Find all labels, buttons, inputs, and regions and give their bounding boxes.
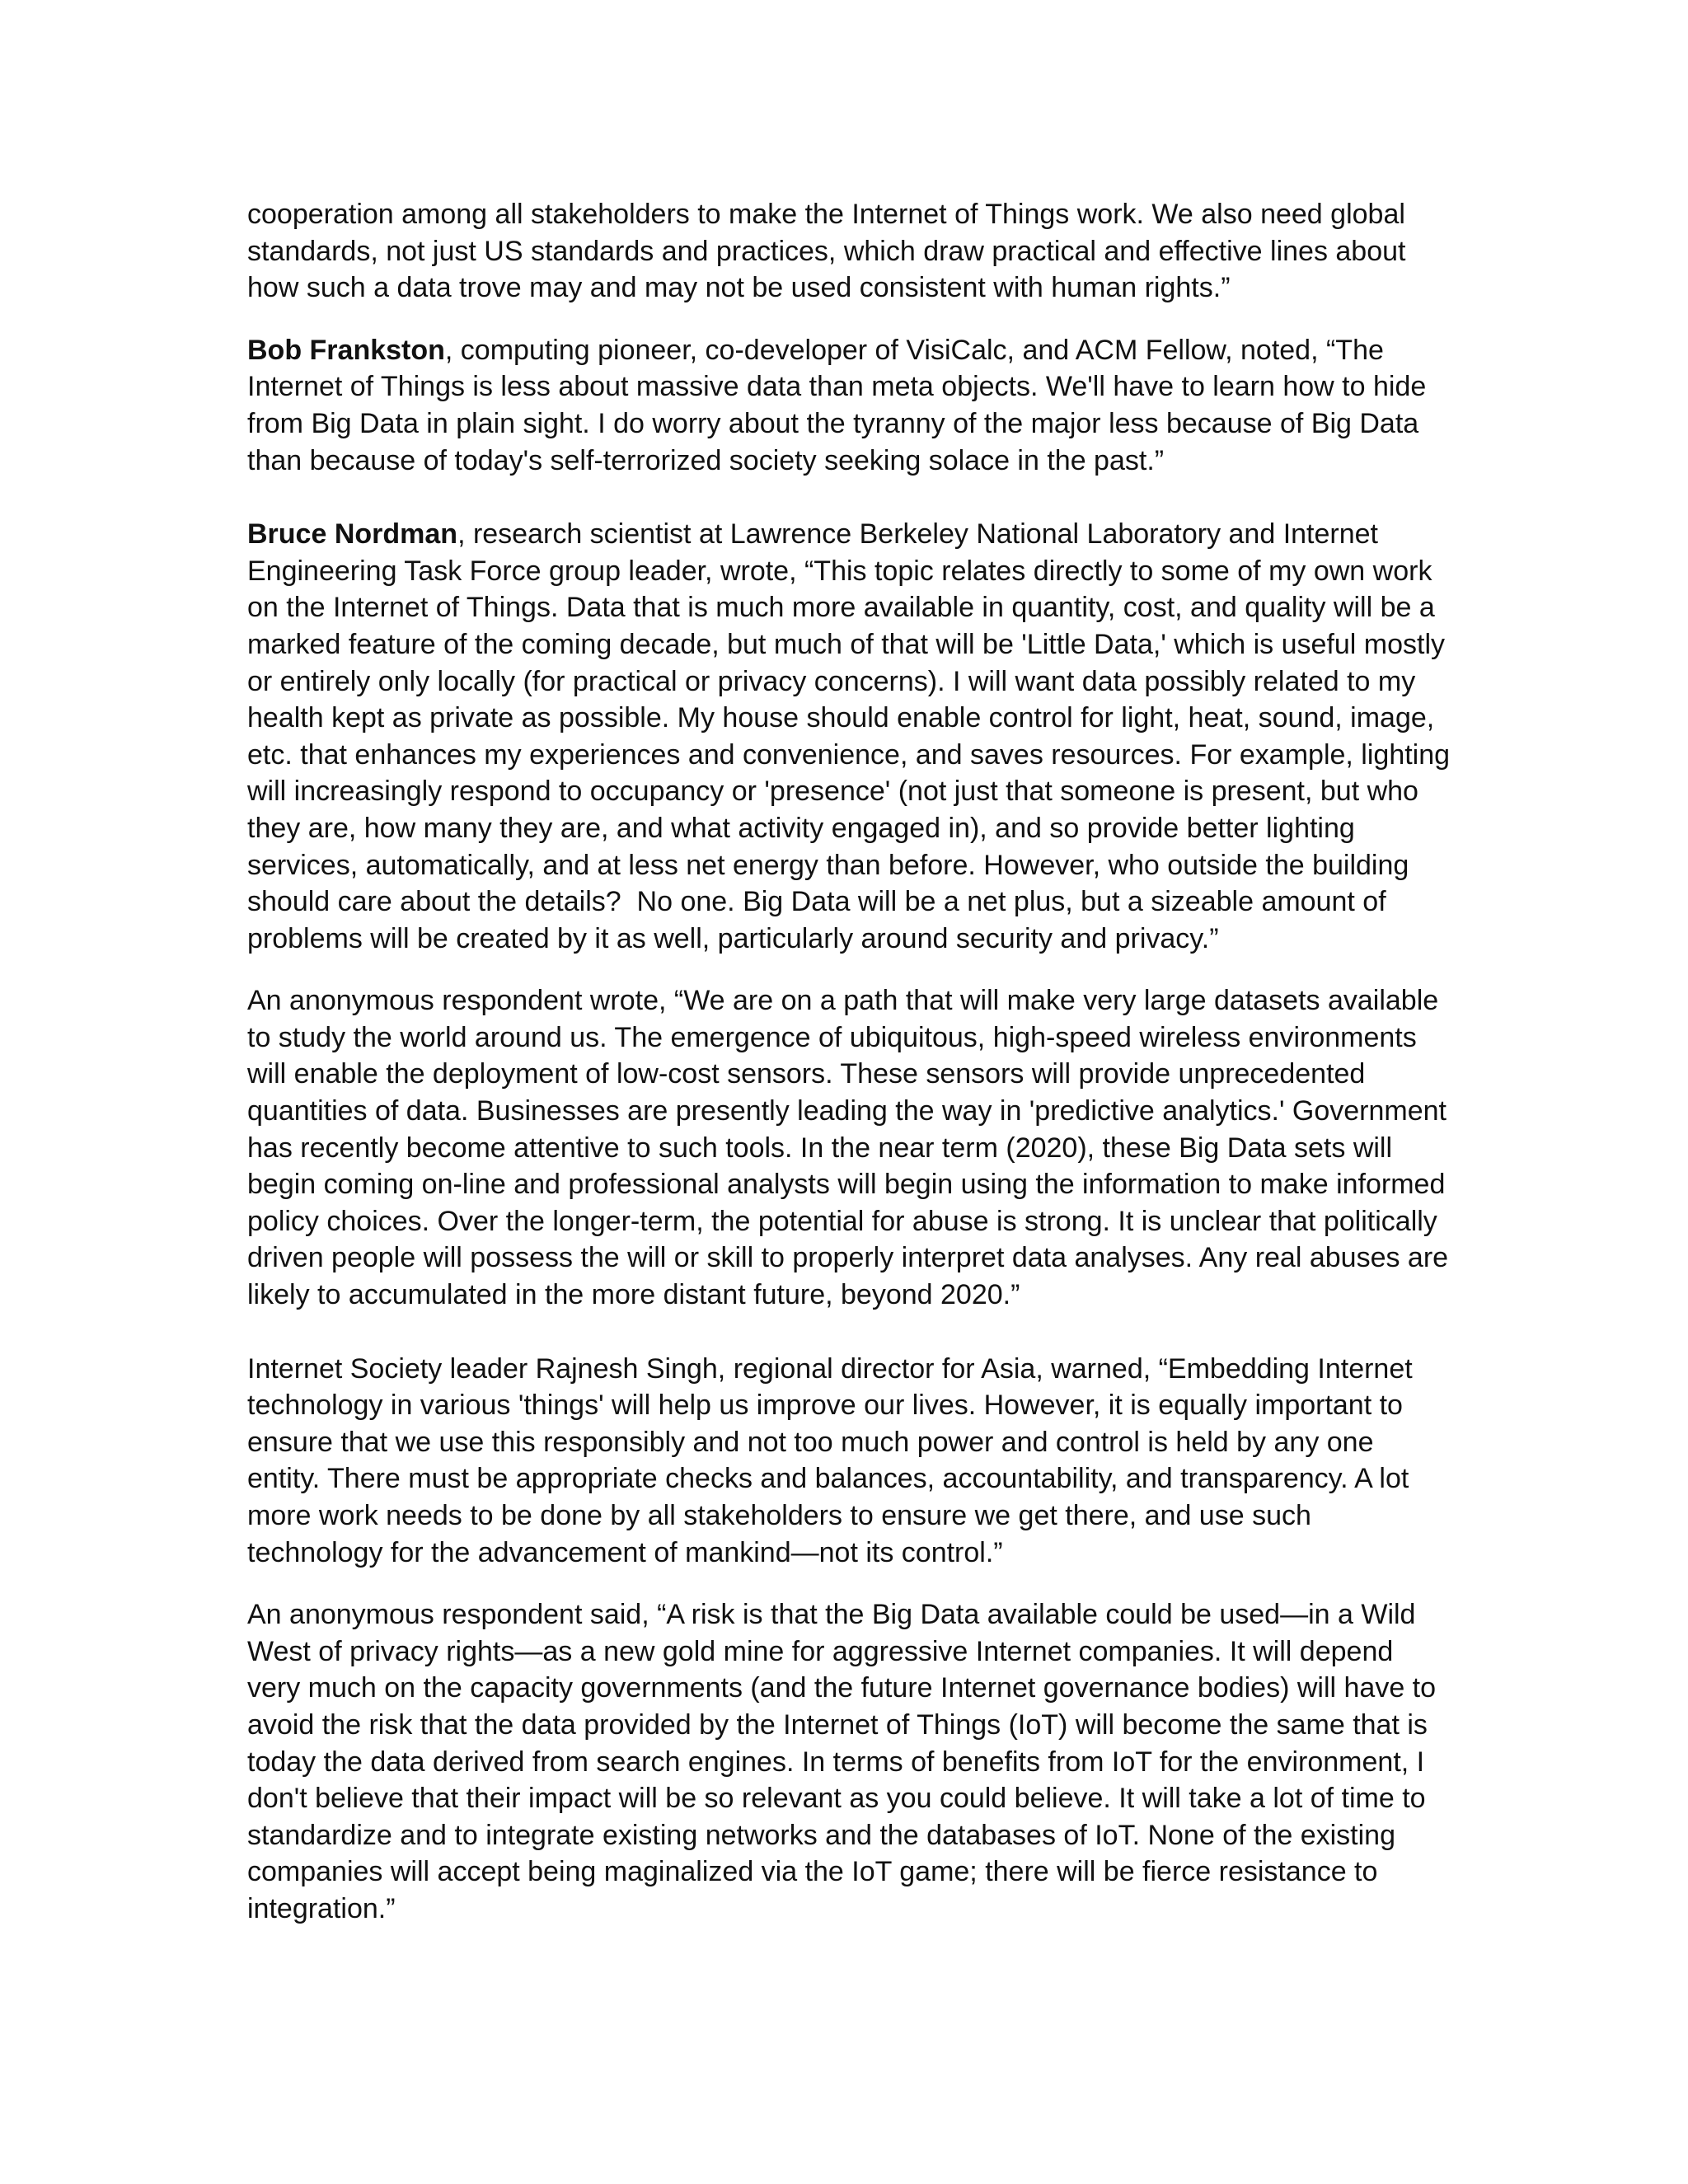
speaker-name: Bruce Nordman [247, 518, 458, 551]
paragraph-text: , computing pioneer, co-developer of VisiCalc, and ACM Fellow, noted, “The Internet of Things is less about massive data than meta objects. We'll have to learn how to hide from Big Data in plain sight. I do worry about the tyranny of the major less because of Big Data than because of today's self-terrorized society seeking solace in the past.” [247, 334, 1434, 476]
paragraph-bruce-nordman [247, 516, 1458, 957]
paragraph-gap [247, 1571, 1451, 1596]
paragraph-gap [247, 957, 1451, 982]
paragraph-gap [247, 307, 1451, 332]
paragraph-anonymous-datasets [247, 982, 1456, 1313]
paragraph-text: An anonymous respondent said, “A risk is that the Big Data available could be used—in a Wild West of privacy rights—as a new gold mine for aggressive Internet companies. It will depend very much on the capacity governments (and the future Internet governance bodies) will have to avoid the risk that the data provided by the Internet of Things (IoT) will become the same that is today the data derived from search engines. In terms of benefits from IoT for the environment, I don't believe that their impact will be so relevant as you could believe. It will take a lot of time to standardize and to integrate existing networks and the databases of IoT. None of the existing companies will accept being maginalized via the IoT game; there will be fierce resistance to integration.” [247, 1599, 1444, 1924]
paragraph-gap [247, 479, 1451, 516]
speaker-name: Bob Frankston [247, 334, 445, 366]
paragraph-rajnesh-singh [247, 1351, 1451, 1572]
paragraph-anonymous-wild-west [247, 1596, 1451, 1927]
paragraph-text: An anonymous respondent wrote, “We are on a path that will make very large datasets available to study the world around us. The emergence of ubiquitous, high-speed wireless environments will enable the deployment of low-cost sensors. These sensors will provide unprecedented quantities of data. Businesses are presently leading the way in 'predictive analytics.' Government has recently become attentive to such tools. In the near term (2020), these Big Data sets will begin coming on-line and professional analysts will begin using the information to make informed policy choices. Over the longer-term, the potential for abuse is strong. It is unclear that politically driven people will possess the will or skill to properly interpret data analyses. Any real abuses are likely to accumulated in the more distant future, beyond 2020.” [247, 985, 1456, 1311]
paragraph-gap [247, 1314, 1451, 1351]
paragraph-bob-frankston [247, 332, 1451, 479]
paragraph-text: , research scientist at Lawrence Berkeley National Laboratory and Internet Engineering Task Force group leader, wrote, “This topic relates directly to some of my own work on the Internet of Things. Data that is much more available in quantity, cost, and quality will be a marked feature of the coming decade, but much of that will be 'Little Data,' which is useful mostly or entirely only locally (for practical or privacy concerns). I will want data possibly related to my health kept as private as possible. My house should enable control for light, heat, sound, image, etc. that enhances my experiences and convenience, and saves resources. For example, lighting will increasingly respond to occupancy or 'presence' (not just that someone is present, but who they are, how many they are, and what activity engaged in), and so provide better lighting services, automatically, and at less net energy than before. However, who outside the building should care about the details? No one. Big Data will be a net plus, but a sizeable amount of problems will be created by it as well, particularly around security and privacy.” [247, 518, 1458, 954]
paragraph-cooperation-stakeholders [247, 196, 1451, 307]
paragraph-text: Internet Society leader Rajnesh Singh, regional director for Asia, warned, “Embedding Internet technology in various 'things' will help us improve our lives. However, it is equally important to ensure that we use this responsibly and not too much power and control is held by any one entity. There must be appropriate checks and balances, accountability, and transparency. A lot more work needs to be done by all stakeholders to ensure we get there, and use such technology for the advancement of mankind—not its control.” [247, 1352, 1421, 1568]
paragraph-text: cooperation among all stakeholders to make the Internet of Things work. We also need global standards, not just US standards and practices, which draw practical and effective lines about how such a data trove may and may not be used consistent with human rights.” [247, 199, 1414, 304]
document-body [247, 196, 1458, 1928]
